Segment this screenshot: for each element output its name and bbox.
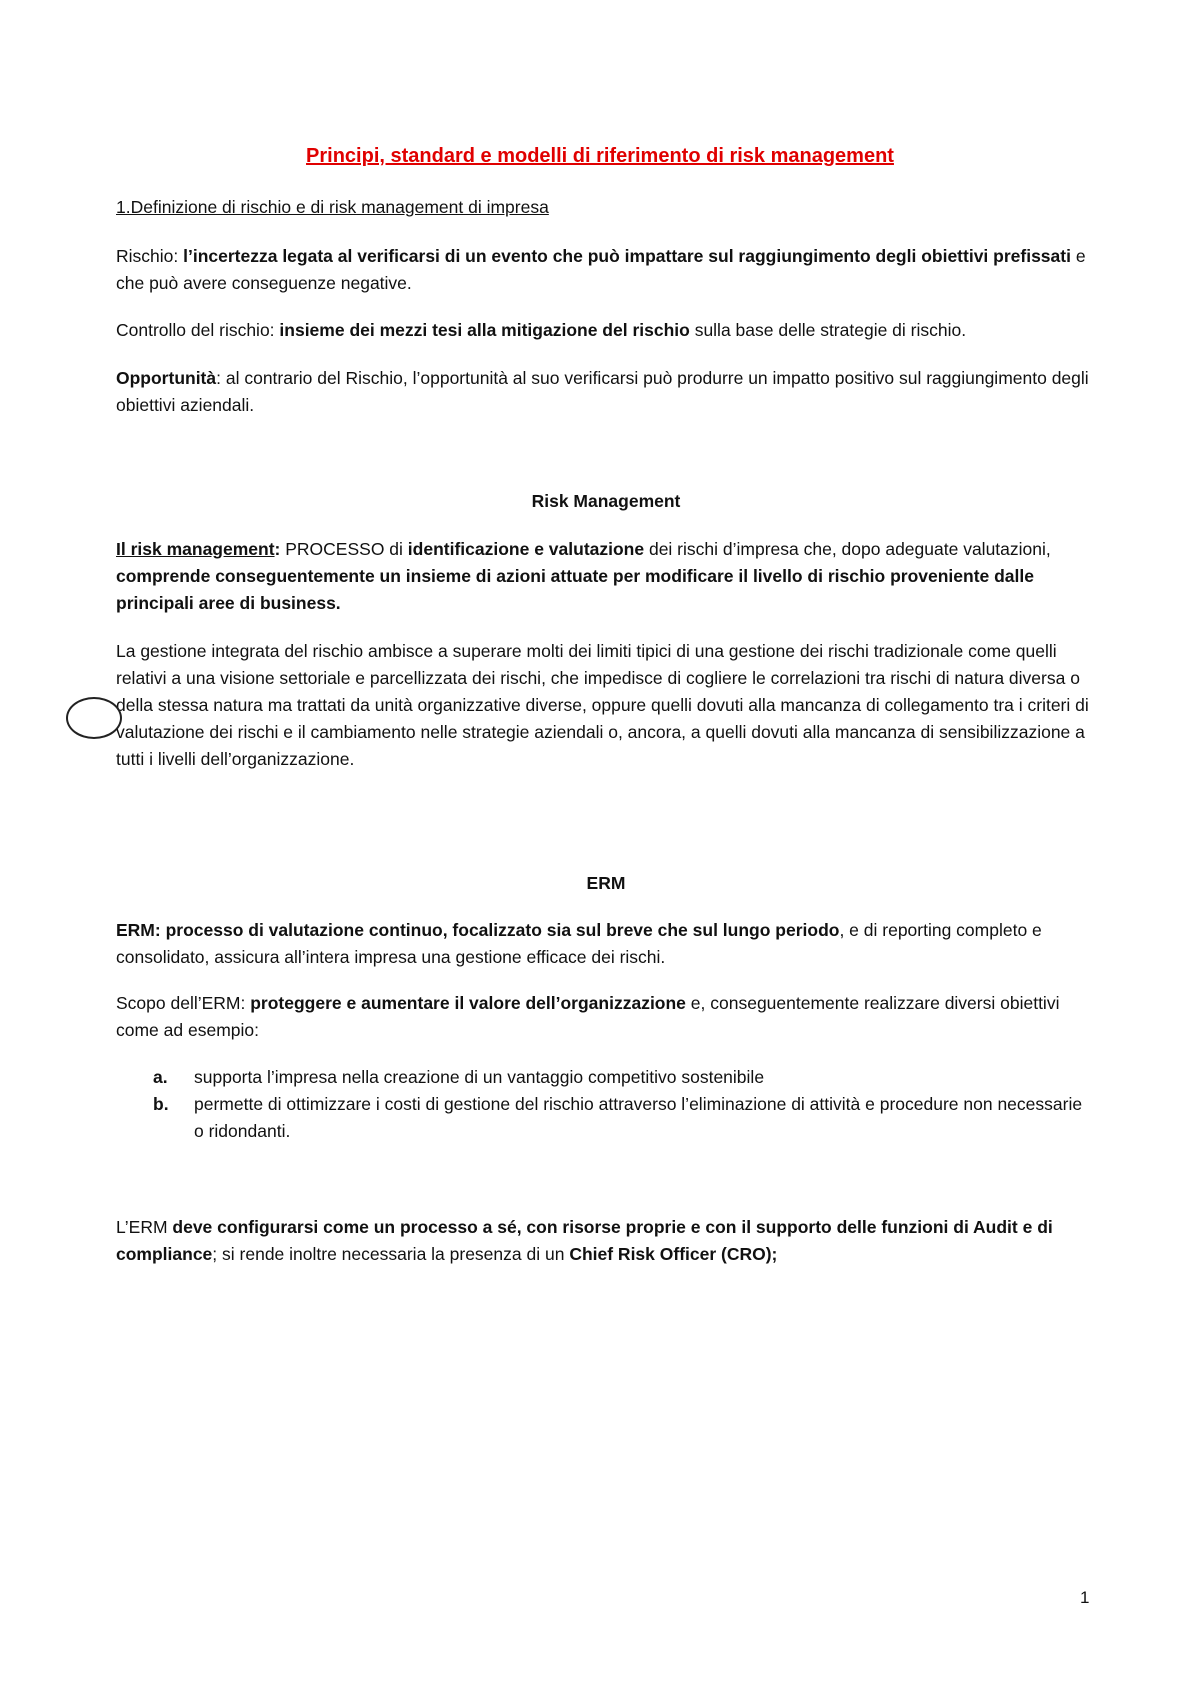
list-marker: b.	[153, 1094, 169, 1114]
controllo-definition: insieme dei mezzi tesi alla mitigazione del rischio	[279, 320, 690, 340]
paragraph-scopo-erm	[116, 990, 1096, 1044]
risk-management-b2: comprende conseguentemente un insieme di azioni attuate per modificare il livello di rischio proveniente dalle principali aree di business.	[116, 566, 1034, 613]
list-item	[116, 1091, 1096, 1145]
page-number: 1	[1080, 1588, 1090, 1607]
heading-risk-management: Risk Management	[531, 491, 681, 511]
erm-objectives-list	[116, 1064, 1096, 1145]
list-item-text: permette di ottimizzare i costi di gestione del rischio attraverso l’eliminazione di attività e procedure non necessarie o ridondanti.	[194, 1094, 1083, 1141]
heading-erm: ERM	[586, 873, 626, 893]
scopo-rest: e, conseguentemente realizzare diversi obiettivi come ad esempio:	[116, 993, 1060, 1040]
scopo-bold: proteggere e aumentare il valore dell’organizzazione	[250, 993, 686, 1013]
risk-management-t2: dei rischi d’impresa che, dopo adeguate valutazioni,	[644, 539, 1051, 559]
paragraph-risk-management	[116, 536, 1096, 617]
list-item	[116, 1064, 1096, 1091]
risk-management-t1: PROCESSO di	[285, 539, 408, 559]
paragraph-opportunita	[116, 365, 1096, 419]
opportunita-rest: : al contrario del Rischio, l’opportunità al suo verificarsi può produrre un impatto positivo sul raggiungimento degli obiettivi aziendali.	[116, 368, 1089, 415]
controllo-rest: sulla base delle strategie di rischio.	[689, 320, 967, 340]
document-title: Principi, standard e modelli di riferimento di risk management	[306, 145, 894, 167]
erm-config-t1: L’ERM	[116, 1217, 173, 1237]
risk-management-colon: :	[274, 539, 286, 559]
list-item-text: supporta l’impresa nella creazione di un vantaggio competitivo sostenibile	[194, 1067, 765, 1087]
rischio-label: Rischio:	[116, 246, 184, 266]
opportunita-label: Opportunità	[116, 368, 217, 388]
paragraph-controllo	[116, 317, 1096, 344]
list-marker: a.	[153, 1067, 168, 1087]
erm-config-b2: Chief Risk Officer (CRO);	[569, 1244, 778, 1264]
erm-definition-rest: , e di reporting completo e consolidato, assicura all’intera impresa una gestione efficace dei rischi.	[116, 920, 1042, 967]
erm-config-t2: ; si rende inoltre necessaria la presenza di un	[212, 1244, 570, 1264]
controllo-label: Controllo del rischio:	[116, 320, 280, 340]
risk-management-b1: identificazione e valutazione	[407, 539, 645, 559]
rischio-definition: l’incertezza legata al verificarsi di un evento che può impattare sul raggiungimento degli obiettivi prefissati	[183, 246, 1071, 266]
paragraph-erm-definition	[116, 917, 1096, 971]
scopo-label: Scopo dell’ERM:	[116, 993, 251, 1013]
paragraph-gestione-integrata: La gestione integrata del rischio ambisce a superare molti dei limiti tipici di una gestione dei rischi tradizionale come quelli relativi a una visione settoriale e parcellizzata dei rischi, che impedisce di cogliere le correlazioni tra rischi di natura diversa o della stessa natura ma trattati da unità organizzative diverse, oppure quelli dovuti alla mancanza di collegamento tra i criteri di valutazione dei rischi e il cambiamento nelle strategie aziendali o, ancora, a quelli dovuti alla mancanza di sensibilizzazione a tutti i livelli dell’organizzazione.	[116, 641, 1089, 769]
rischio-rest: e che può avere conseguenze negative.	[116, 246, 1086, 293]
risk-management-label: Il risk management	[116, 539, 275, 559]
erm-config-b1: deve configurarsi come un processo a sé, con risorse proprie e con il supporto delle funzioni di Audit e di compliance	[116, 1217, 1053, 1264]
section-heading-definizione: 1.Definizione di rischio e di risk management di impresa	[116, 197, 549, 217]
erm-definition-bold: ERM: processo di valutazione continuo, focalizzato sia sul breve che sul lungo periodo	[116, 920, 840, 940]
paragraph-rischio	[116, 243, 1096, 297]
margin-circle-mark	[66, 697, 122, 739]
paragraph-erm-configurarsi	[116, 1214, 1096, 1268]
